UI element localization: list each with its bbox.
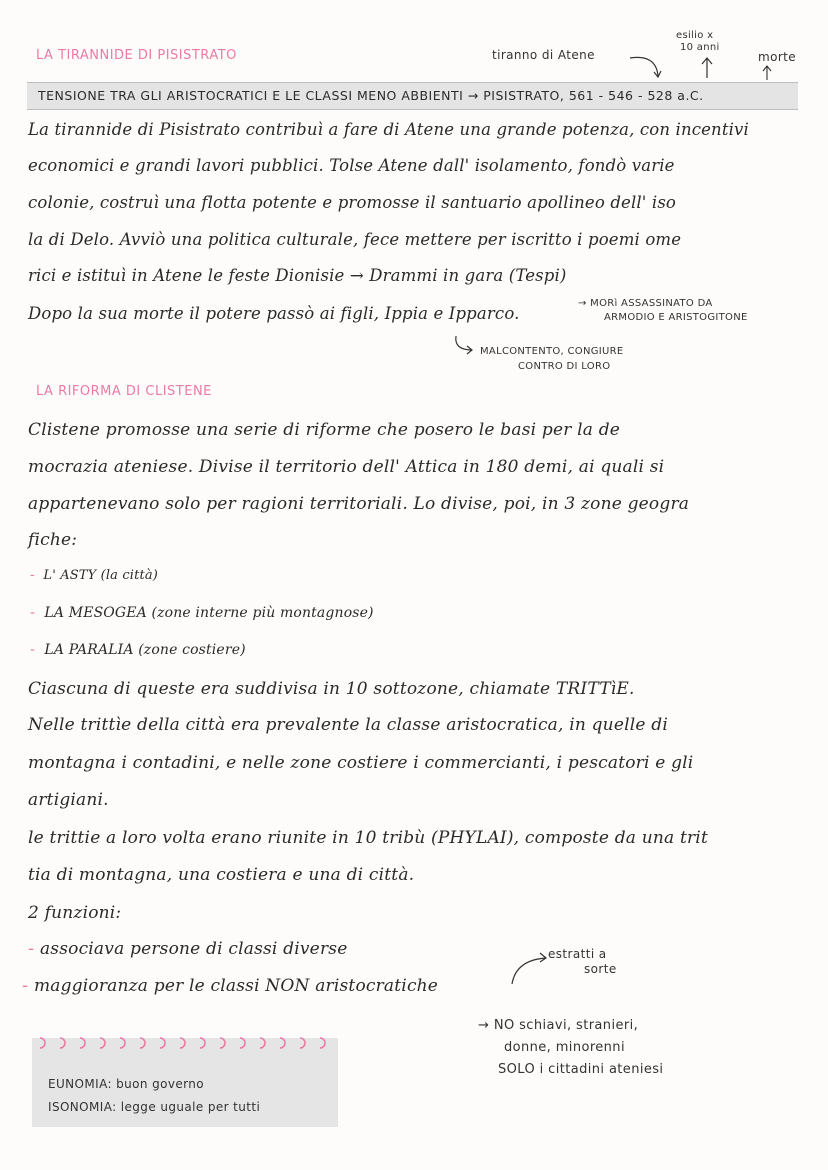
note-excluded-3: SOLO i cittadini ateniesi	[498, 1062, 664, 1077]
paragraph-line: Ciascuna di queste era suddivisa in 10 sottozone, chiamate TRITTìE.	[28, 679, 635, 699]
zone-item: - LA MESOGEA (zone interne più montagnose)	[30, 605, 374, 621]
section-title-clistene: LA RIFORMA DI CLISTENE	[36, 384, 212, 399]
paragraph-line: La tirannide di Pisistrato contribuì a fare di Atene una grande potenza, con incentivi	[28, 120, 749, 139]
note-discontent-2: CONTRO DI LORO	[518, 361, 611, 372]
paragraph-line: economici e grandi lavori pubblici. Tolse Atene dall' isolamento, fondò varie	[28, 156, 675, 175]
paragraph-line: appartenevano solo per ragioni territoriali. Lo divise, poi, in 3 zone geogra	[28, 494, 690, 514]
paragraph-line: rici e istituì in Atene le feste Dionisie → Drammi in gara (Tespi)	[28, 266, 567, 285]
zone-item: - LA PARALIA (zone costiere)	[30, 642, 246, 658]
paragraph-line: mocrazia ateniese. Divise il territorio dell' Attica in 180 demi, ai quali si	[28, 457, 665, 477]
note-excluded: → NO schiavi, stranieri,	[478, 1018, 639, 1033]
paragraph-line: colonie, costruì una flotta potente e promosse il santuario apollineo dell' iso	[28, 193, 677, 212]
paragraph-line: fiche:	[28, 530, 78, 550]
note-discontent: MALCONTENTO, CONGIURE	[480, 346, 624, 357]
annotation-death: morte	[758, 50, 797, 64]
paragraph-line: le trittie a loro volta erano riunite in 10 tribù (PHYLAI), composte da una trit	[28, 828, 708, 848]
arrow-up-small-icon	[760, 64, 774, 82]
arrow-curve-icon	[508, 950, 552, 986]
annotation-exile-years: 10 anni	[680, 42, 720, 53]
function-item: - associava persone di classi diverse	[28, 939, 348, 959]
annotation-tyrant: tiranno di Atene	[492, 48, 595, 62]
paragraph-line: la di Delo. Avviò una politica culturale, fece mettere per iscritto i poemi ome	[28, 230, 682, 249]
note-killed: → MORì ASSASSINATO DA	[578, 298, 713, 309]
paragraph-line: Dopo la sua morte il potere passò ai figli, Ippia e Ipparco.	[28, 304, 520, 323]
annotation-exile: esilio x	[676, 30, 714, 41]
zone-item: - L' ASTY (la città)	[30, 568, 158, 583]
paragraph-line: Nelle trittìe della città era prevalente la classe aristocratica, in quelle di	[28, 715, 668, 735]
note-lot-2: sorte	[584, 962, 617, 976]
term-isonomia: ISONOMIA: legge uguale per tutti	[48, 1100, 261, 1114]
note-lot: estratti a	[548, 947, 607, 961]
paragraph-line: Clistene promosse una serie di riforme che posero le basi per la de	[28, 420, 621, 440]
arrow-up-icon	[700, 56, 714, 80]
note-excluded-2: donne, minorenni	[504, 1040, 625, 1055]
function-item: - maggioranza per le classi NON aristocratiche	[22, 976, 439, 996]
paragraph-line: tia di montagna, una costiera e una di città.	[28, 865, 415, 885]
note-killed-names: ARMODIO E ARISTOGITONE	[604, 312, 748, 323]
summary-bar-text: TENSIONE TRA GLI ARISTOCRATICI E LE CLASSI MENO ABBIENTI → PISISTRATO, 561 - 546 - 528 a.C.	[38, 88, 704, 103]
paragraph-line: montagna i contadini, e nelle zone costiere i commercianti, i pescatori e gli	[28, 753, 694, 773]
arrow-curve-icon	[628, 52, 664, 80]
arrow-hook-icon	[452, 334, 476, 356]
paragraph-line: artigiani.	[28, 790, 109, 810]
term-eunomia: EUNOMIA: buon governo	[48, 1077, 205, 1091]
spiral-binding-icon	[36, 1032, 336, 1054]
paragraph-line: 2 funzioni:	[28, 903, 122, 923]
section-title-pisistrato: LA TIRANNIDE DI PISISTRATO	[36, 48, 237, 63]
